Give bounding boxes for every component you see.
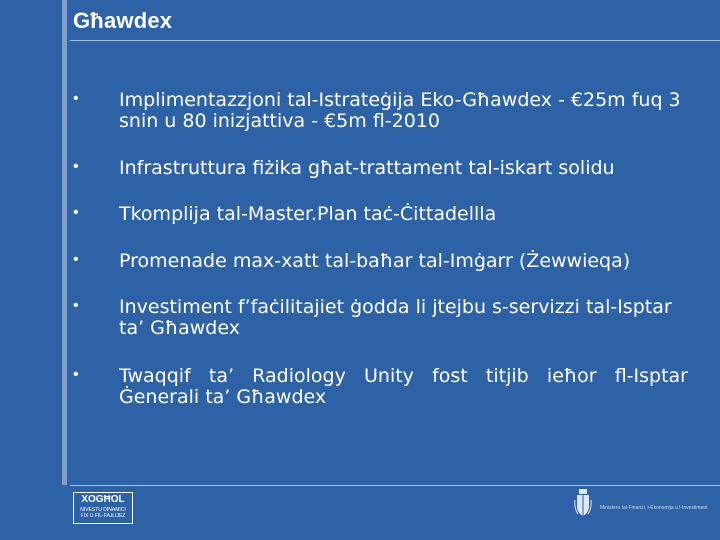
logo-main-text: XOGĦOL — [81, 494, 125, 505]
bullet-text: Tkomplija tal-Master.Plan taċ-Ċittadellla — [119, 203, 497, 225]
bullet-dot: • — [73, 251, 79, 268]
title-divider — [70, 40, 720, 41]
bullet-dot: • — [73, 204, 79, 221]
bullet-text: Promenade max-xatt tal-baħar tal-Imġarr (Żewwieqa) — [119, 250, 631, 272]
footer-divider — [70, 485, 720, 486]
slide-title: Għawdex — [73, 8, 173, 33]
bullet-text: Investiment f’faċilitajiet ġodda li jtejbu s-servizzi tal-Isptar ta’ Għawdex — [119, 296, 672, 339]
bullet-dot: • — [73, 297, 79, 314]
ministry-text: Ministeru tal-Finanzi, l-Ekonomija u l-Investiment — [600, 505, 708, 511]
logo-sub-text: NIVESTU DINAMICI FIX U FIL-FAJLIJEZ — [80, 507, 126, 519]
bullet-dot: • — [73, 366, 79, 383]
coat-of-arms-icon — [574, 488, 592, 518]
bullet-text: Infrastruttura fiżika għat-trattament tal-iskart solidu — [119, 157, 615, 179]
bullet-dot: • — [73, 90, 79, 107]
bullet-text: Twaqqif ta’ Radiology Unity fost titjib ieħor fl-Isptar Ġenerali ta’ Għawdex — [119, 365, 688, 408]
side-stripe — [62, 0, 67, 540]
bullet-text: Implimentazzjoni tal-Istrateġija Eko-Għawdex - €25m fuq 3 snin u 80 inizjattiva - €5m fl-2010 — [119, 89, 681, 132]
xoghol-logo — [73, 492, 133, 524]
bullet-dot: • — [73, 158, 79, 175]
